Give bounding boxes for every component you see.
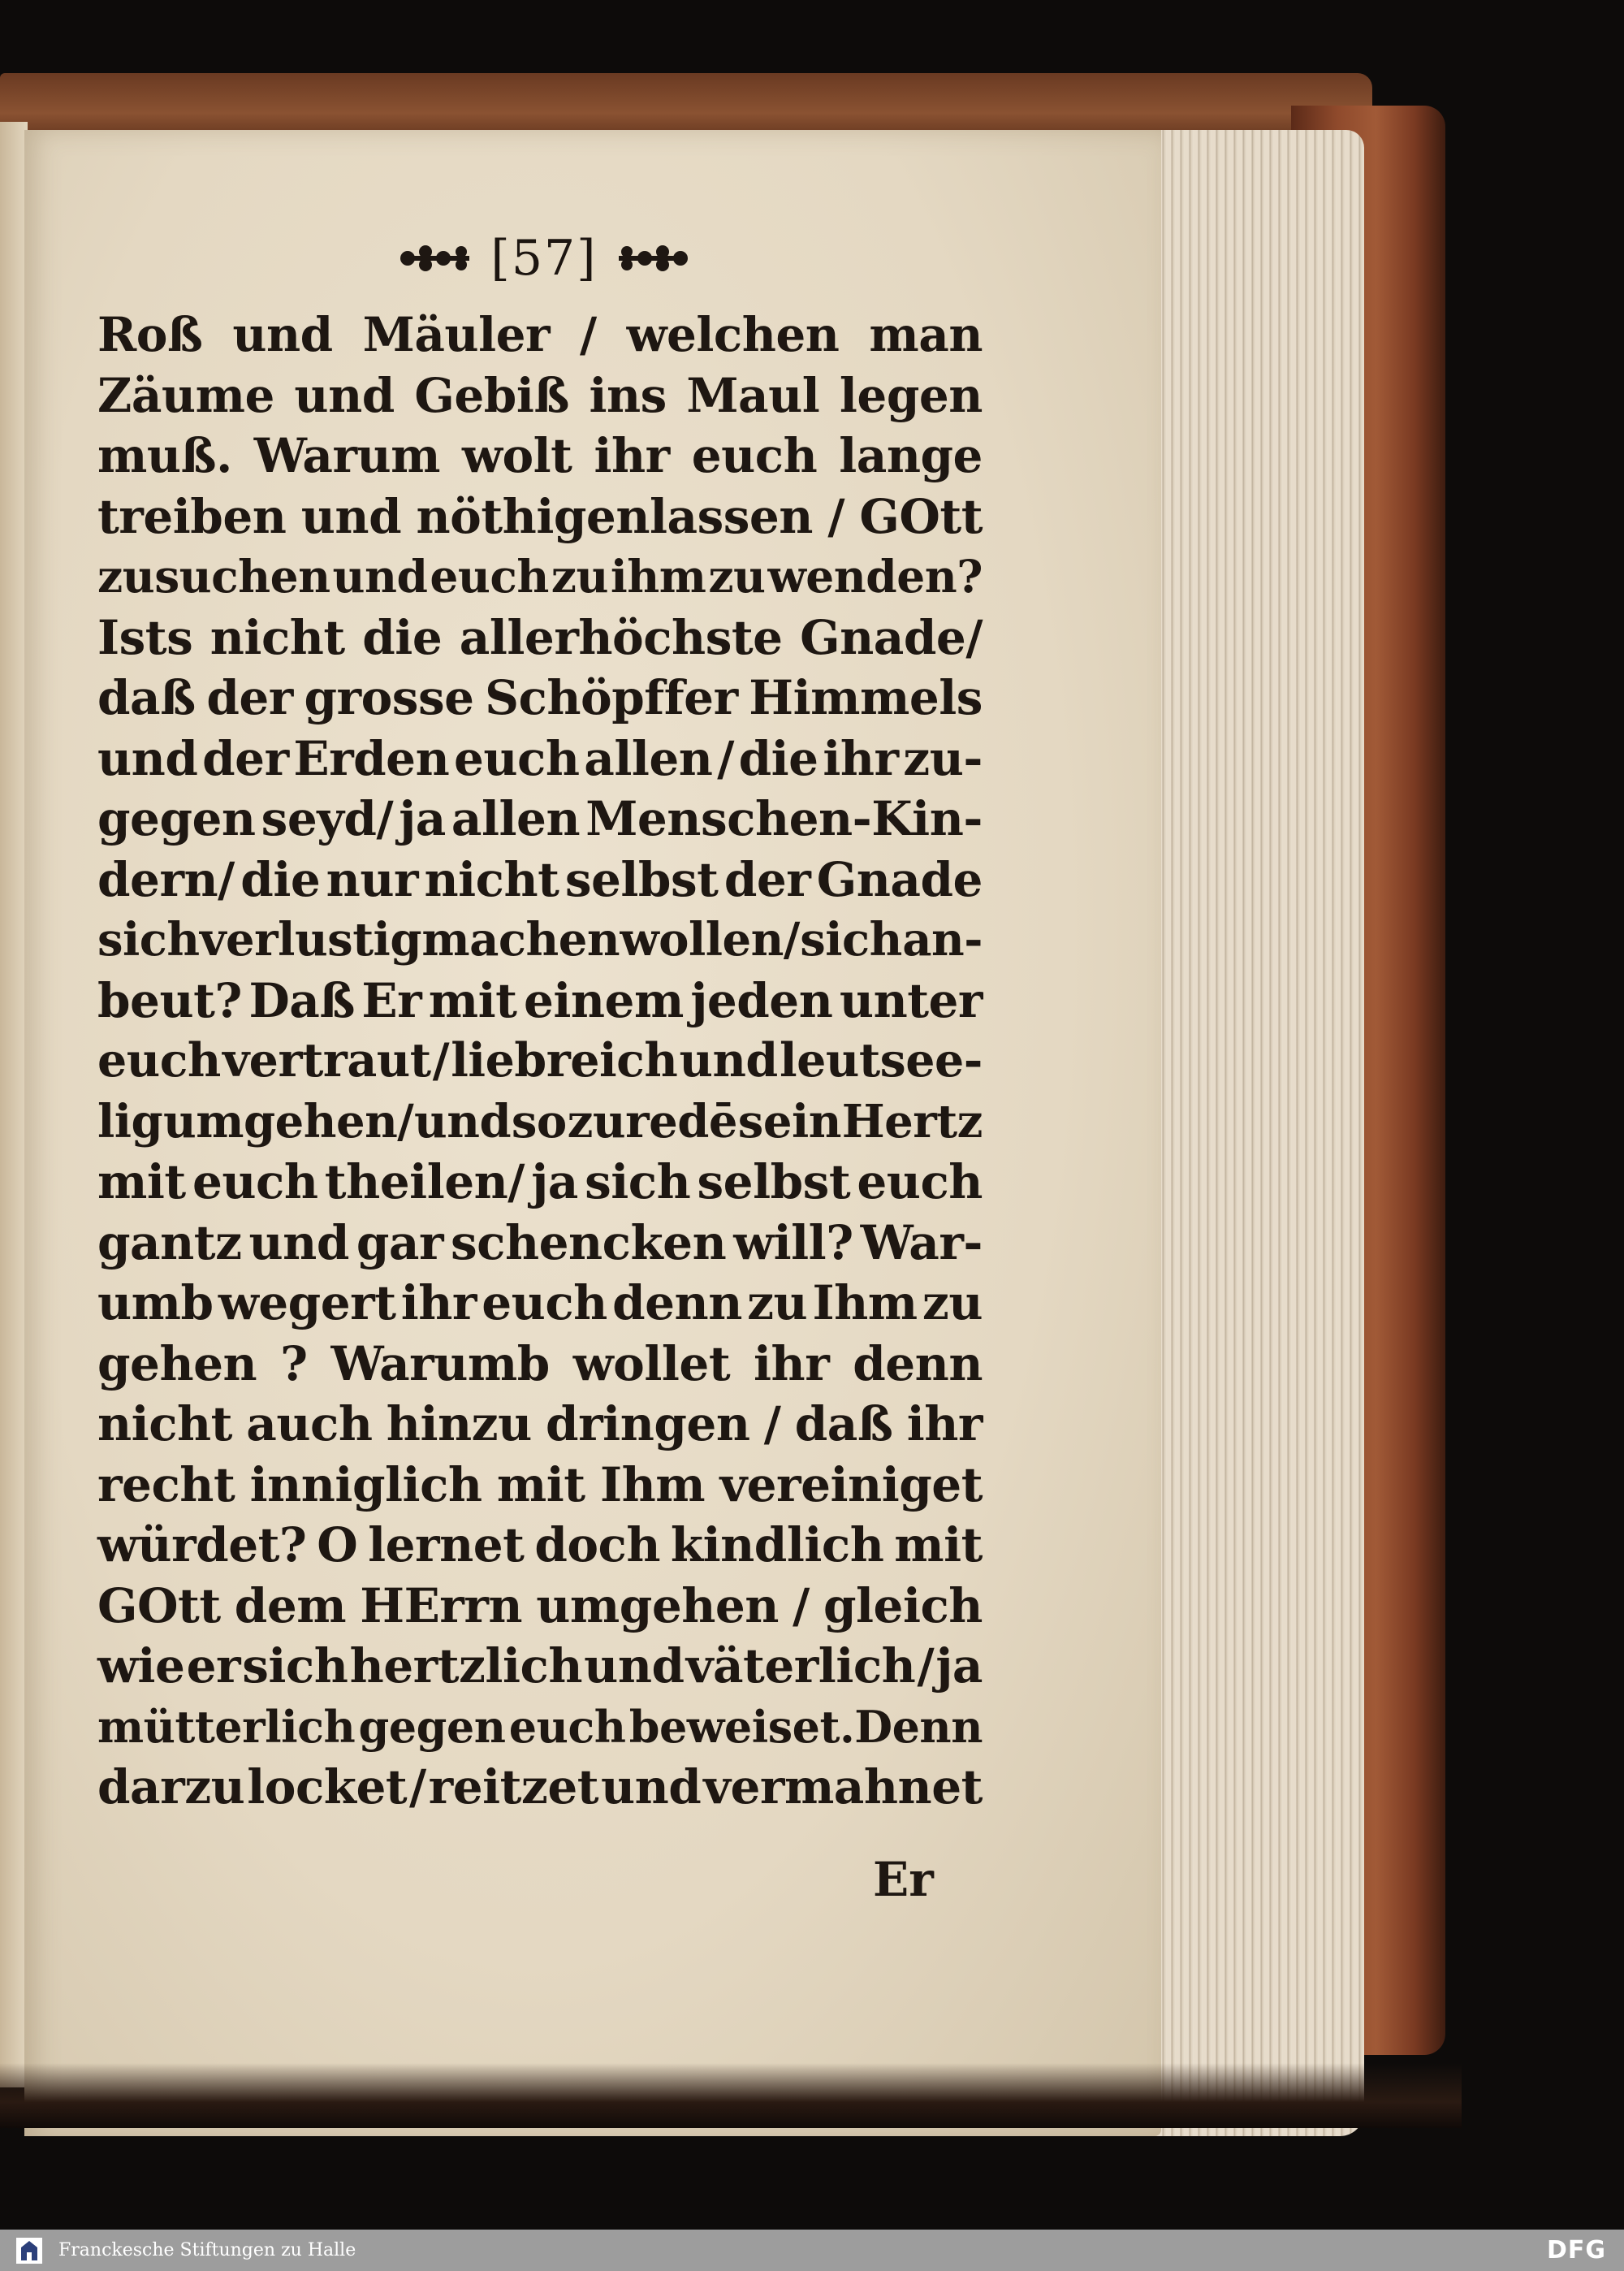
dfg-logo: DFG [1546, 2236, 1606, 2265]
word: Hertz [841, 1094, 983, 1148]
word: und [97, 730, 198, 786]
word: mütterlich [97, 1700, 356, 1753]
page-number: [57] [490, 230, 598, 287]
franckesche-stiftungen-logo-icon [15, 2236, 44, 2265]
word: Menschen-Kin- [585, 791, 983, 846]
word: sich [585, 1154, 691, 1209]
text-line [97, 1394, 983, 1455]
word: welchen [626, 307, 840, 362]
word: ihr [823, 730, 899, 786]
word: Maul [686, 367, 820, 423]
word: seyd/ [261, 791, 394, 846]
word: Erden [293, 730, 450, 786]
word: gegen [358, 1700, 506, 1753]
text-line [97, 1515, 983, 1576]
word: gar [356, 1214, 444, 1270]
body-text [97, 305, 983, 1818]
viewer-footer [0, 2230, 1624, 2271]
word: euch [508, 1700, 626, 1753]
word: und [584, 1638, 685, 1694]
word: Gnade/ [800, 609, 983, 665]
word: Ihm [599, 1456, 706, 1512]
word: und [679, 1033, 778, 1088]
word: lernet [368, 1517, 525, 1572]
word: Ists [97, 609, 193, 665]
word: darzu [97, 1759, 245, 1815]
word: beut? [97, 972, 242, 1028]
word: Himmels [749, 670, 983, 725]
word: würdet? [97, 1517, 307, 1572]
text-line [97, 789, 983, 850]
word: wollen/ [620, 913, 800, 967]
word: zu- [903, 730, 983, 786]
text-line [97, 1576, 983, 1637]
word: auch [246, 1396, 373, 1451]
word: Zäume [97, 367, 274, 423]
word: leutsee- [779, 1033, 983, 1088]
word: sein [737, 1094, 841, 1148]
text-line [97, 426, 983, 487]
word: zusuchen [97, 550, 330, 603]
word: so [511, 1094, 567, 1148]
word: euch [691, 428, 818, 483]
word: dern/ [97, 851, 235, 907]
word: ihr [594, 428, 670, 483]
right-ornament-icon [606, 234, 695, 283]
word: an- [902, 913, 983, 967]
word: gleich [823, 1577, 983, 1633]
word: mit [97, 1154, 186, 1209]
word: der [723, 851, 811, 907]
word: die [362, 609, 443, 665]
word: liebreich [451, 1033, 678, 1088]
word: umgehen [536, 1577, 779, 1633]
word: euch [482, 1275, 607, 1330]
facing-page-edge [0, 122, 28, 2087]
word: umgehen/ [162, 1094, 414, 1148]
word: GOtt [859, 488, 983, 544]
text-line [97, 1273, 983, 1334]
text-line [97, 1152, 983, 1213]
word: wenden? [767, 550, 983, 603]
word: gantz [97, 1214, 242, 1270]
text-line [97, 668, 983, 729]
word: schencken [450, 1214, 727, 1270]
text-line [97, 487, 983, 547]
text-line [97, 1334, 983, 1395]
word: wie [97, 1638, 185, 1694]
word: Roß [97, 307, 203, 362]
word: euch [430, 550, 549, 603]
word: ihm [610, 550, 706, 603]
word: Warum [253, 428, 441, 483]
word: nur [326, 851, 419, 907]
word: nicht [424, 851, 559, 907]
word: unter [839, 972, 983, 1028]
text-line [97, 305, 983, 366]
word: O [317, 1517, 358, 1572]
word: ins [589, 367, 667, 423]
text-line [97, 971, 983, 1032]
word: treiben [97, 488, 287, 544]
word: muß. [97, 428, 232, 483]
word: inniglich [249, 1456, 482, 1512]
word: zu [551, 550, 608, 603]
word: ihr [754, 1335, 830, 1391]
left-ornament-icon [393, 234, 482, 283]
text-line [97, 608, 983, 668]
word: daß [97, 670, 196, 725]
word: einem [523, 972, 684, 1028]
word: und [600, 1759, 702, 1815]
word: und [248, 1214, 349, 1270]
word: will? [733, 1214, 853, 1270]
word: ? [280, 1335, 308, 1391]
word: und [294, 367, 395, 423]
word: / [763, 1396, 781, 1451]
word: vermahnet [703, 1759, 983, 1815]
word: nicht [97, 1396, 232, 1451]
word: man [869, 307, 983, 362]
word: lig [97, 1094, 163, 1148]
word: ihr [906, 1396, 983, 1451]
text-line [97, 1092, 983, 1153]
word: kindlich [670, 1517, 884, 1572]
catchword: Er [873, 1852, 934, 1907]
text-line [97, 1213, 983, 1274]
word: wolt [462, 428, 572, 483]
word: zu [922, 1275, 983, 1330]
word: und [300, 488, 402, 544]
word: HErrn [360, 1577, 523, 1633]
word: Daß [248, 972, 355, 1028]
word: wollet [572, 1335, 731, 1391]
word: allerhöchste [459, 609, 783, 665]
word: Er [361, 972, 422, 1028]
word: die [738, 730, 818, 786]
word: denn [853, 1335, 983, 1391]
word: umb [97, 1275, 214, 1330]
word: recht [97, 1456, 235, 1512]
word: Mäuler [362, 307, 551, 362]
word: / [432, 1033, 450, 1088]
word: daß [794, 1396, 893, 1451]
word: allen [451, 791, 581, 846]
text-line [97, 547, 983, 608]
word: gehen [97, 1335, 257, 1391]
word: mit [894, 1517, 983, 1572]
text-line [97, 1697, 983, 1758]
word: euch [857, 1154, 983, 1209]
word: nicht [209, 609, 345, 665]
word: der [202, 730, 289, 786]
word: / [793, 1577, 810, 1633]
word: die [240, 851, 321, 907]
word: / [717, 730, 734, 786]
book-bottom-shadow [0, 2063, 1462, 2128]
word: Schöpffer [485, 670, 738, 725]
word: hinzu [386, 1396, 532, 1451]
word: vereiniget [719, 1456, 983, 1512]
institution-name: Franckesche Stiftungen zu Halle [58, 2240, 356, 2260]
text-line [97, 729, 983, 789]
page-header [382, 226, 706, 291]
text-line [97, 1757, 983, 1818]
word: beweiset.Denn [628, 1700, 983, 1753]
word: jeden [690, 972, 833, 1028]
word: reitzet [428, 1759, 599, 1815]
word: ja [399, 791, 446, 846]
word: euch [453, 730, 580, 786]
word: sich [97, 913, 200, 967]
word: er [186, 1638, 241, 1694]
text-line [97, 1636, 983, 1697]
word: väterlich [685, 1638, 916, 1694]
text-line [97, 366, 983, 426]
word: Gnade [816, 851, 983, 907]
word: / [917, 1638, 935, 1694]
word: zu [708, 550, 766, 603]
word: ja [935, 1638, 983, 1694]
word: GOtt [97, 1577, 221, 1633]
word: doch [534, 1517, 661, 1572]
text-line [97, 910, 983, 971]
word: selbst [564, 851, 719, 907]
word: euch [97, 1033, 221, 1088]
word: gegen [97, 791, 256, 846]
word: mit [428, 972, 517, 1028]
word: ihr [400, 1275, 477, 1330]
word: und [332, 550, 428, 603]
word: sich [800, 913, 902, 967]
word: euch [192, 1154, 318, 1209]
word: vertraut [222, 1033, 431, 1088]
word: nöthigenlassen [416, 488, 813, 544]
word: sich [242, 1638, 348, 1694]
word: selbst [697, 1154, 851, 1209]
word: lange [839, 428, 983, 483]
word: dem [234, 1577, 347, 1633]
word: wegert [218, 1275, 396, 1330]
word: legen [839, 367, 983, 423]
word: / [579, 307, 597, 362]
word: zu [747, 1275, 808, 1330]
word: Gebiß [414, 367, 569, 423]
text-line [97, 850, 983, 911]
word: mit [496, 1456, 585, 1512]
word: machen [421, 913, 620, 967]
word: zuredē [567, 1094, 738, 1148]
word: grosse [304, 670, 474, 725]
word: verlustig [200, 913, 421, 967]
word: Ihm [812, 1275, 918, 1330]
text-line [97, 1455, 983, 1516]
word: dringen [546, 1396, 750, 1451]
word: hertzlich [349, 1638, 582, 1694]
word: / [409, 1759, 426, 1815]
word: und [232, 307, 333, 362]
word: Warumb [330, 1335, 550, 1391]
word: theilen/ [324, 1154, 525, 1209]
word: War- [860, 1214, 983, 1270]
word: der [206, 670, 293, 725]
word: allen [584, 730, 713, 786]
word: / [827, 488, 845, 544]
word: und [414, 1094, 512, 1148]
word: denn [612, 1275, 742, 1330]
word: locket [247, 1759, 408, 1815]
word: ja [531, 1154, 578, 1209]
text-line [97, 1031, 983, 1092]
